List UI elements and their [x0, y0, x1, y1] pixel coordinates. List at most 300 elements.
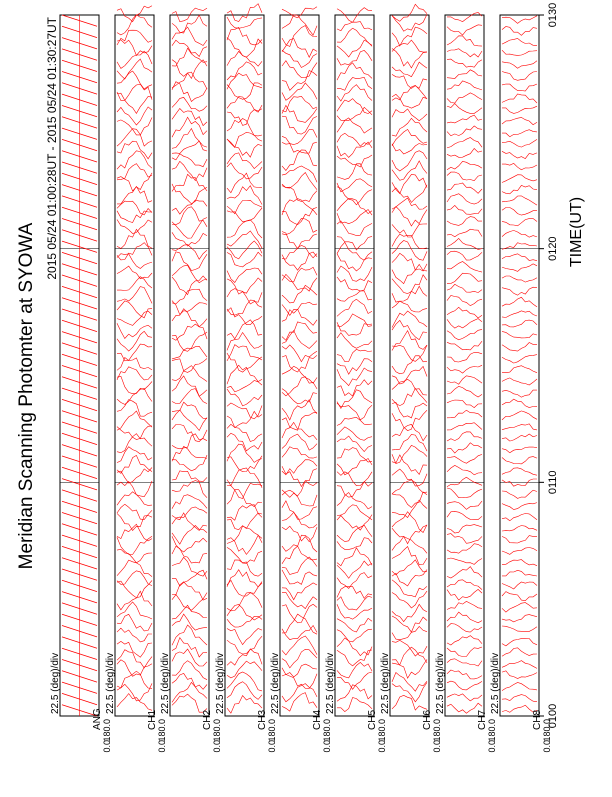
scan-trace [337, 133, 372, 146]
scan-trace [172, 309, 207, 327]
panel-ch1 [105, 6, 167, 753]
scan-trace [447, 194, 482, 204]
scan-trace [117, 151, 152, 169]
scan-trace [502, 230, 537, 237]
panel-frame [390, 15, 429, 716]
scan-trace [337, 221, 372, 236]
scan-trace [227, 424, 262, 441]
scan-trace [502, 311, 537, 318]
scan-trace [447, 229, 482, 237]
scan-trace [502, 457, 537, 464]
scan-trace [502, 648, 537, 656]
scan-trace [117, 660, 152, 677]
scan-trace [502, 626, 537, 631]
scan-trace [117, 694, 152, 711]
scan-trace [502, 411, 537, 420]
scan-trace [172, 434, 207, 449]
scan-trace [117, 211, 152, 223]
scan-trace [282, 267, 317, 282]
scan-trace [447, 400, 482, 408]
scan-trace [502, 320, 537, 327]
scan-trace [502, 355, 537, 364]
scan-trace [392, 424, 427, 440]
scan-trace [502, 151, 537, 158]
scan-trace [172, 638, 207, 657]
scan-trace [502, 276, 537, 282]
scan-trace [227, 300, 262, 315]
scan-trace [227, 682, 262, 700]
scan-trace [117, 40, 152, 56]
scan-trace [227, 389, 262, 406]
scan-trace [337, 427, 372, 440]
scan-trace [502, 548, 537, 555]
scan-trace [172, 582, 207, 600]
scan-trace [227, 139, 262, 157]
scan-trace [282, 693, 317, 712]
scan-trace [117, 129, 152, 146]
scan-trace [337, 472, 372, 486]
scan-trace [227, 605, 262, 621]
scan-trace [117, 602, 152, 619]
scan-trace [447, 525, 482, 533]
scan-trace [502, 378, 537, 385]
scan-trace [172, 289, 207, 304]
scan-trace [392, 379, 427, 395]
panel-scale-label: 22.5 (deg)/div [270, 652, 281, 714]
panel-ch5 [325, 8, 387, 753]
scan-trace [447, 501, 482, 509]
scan-trace [172, 72, 207, 89]
panel-y-top-label: 180.0 [102, 719, 112, 742]
scan-trace [227, 505, 262, 521]
scan-trace [117, 71, 152, 89]
scan-trace [447, 284, 482, 292]
scan-trace [447, 694, 482, 701]
scan-trace [502, 424, 537, 430]
scan-trace [502, 297, 537, 307]
scan-trace [282, 285, 317, 303]
scan-trace [502, 196, 537, 205]
scan-trace [447, 262, 482, 273]
panel-ch7 [435, 13, 497, 753]
scan-trace [447, 217, 482, 226]
scan-trace [392, 626, 427, 639]
panel-scale-label: 22.5 (deg)/div [325, 652, 336, 714]
panel-channel-label: CH2 [202, 709, 213, 730]
scan-trace [447, 443, 482, 453]
panel-y-top-label: 180.0 [157, 719, 167, 742]
scan-trace [172, 694, 207, 712]
scan-trace [447, 161, 482, 169]
scan-trace [117, 6, 152, 22]
scan-trace [117, 30, 152, 45]
scan-trace [117, 388, 152, 404]
panel-scale-label: 22.5 (deg)/div [105, 652, 116, 714]
panel-y-bottom-label: 0.0 [212, 740, 222, 753]
panel-y-top-label: 180.0 [487, 719, 497, 742]
scan-trace [282, 460, 317, 475]
scan-trace [502, 139, 537, 147]
scan-trace [172, 402, 207, 419]
panel-channel-label: CH7 [477, 709, 488, 730]
panel-ch3 [215, 4, 277, 753]
scan-trace [117, 311, 152, 325]
scan-trace [502, 50, 537, 55]
scan-trace [172, 117, 207, 137]
scan-trace [117, 591, 152, 610]
scan-trace [282, 61, 317, 78]
panel-channel-label: CH5 [367, 709, 378, 730]
scan-trace [117, 220, 152, 234]
scan-trace [502, 16, 537, 24]
scan-trace [337, 573, 372, 589]
scan-trace [227, 468, 262, 488]
scan-trace [502, 683, 537, 691]
scan-trace [172, 605, 207, 619]
scan-trace [117, 358, 152, 371]
x-axis-label: TIME(UT) [568, 196, 585, 268]
scan-trace [392, 94, 427, 108]
scan-trace [392, 591, 427, 608]
scan-trace [447, 251, 482, 260]
panel-ch6 [380, 4, 442, 752]
scan-trace [337, 198, 372, 213]
scan-trace [392, 492, 427, 508]
scan-trace [502, 695, 537, 702]
scan-trace [502, 503, 537, 510]
scan-trace [502, 615, 537, 622]
scan-trace [502, 570, 537, 576]
scan-trace [447, 205, 482, 214]
scan-trace [227, 83, 262, 99]
panel-scale-label: 22.5 (deg)/div [160, 652, 171, 714]
scan-trace [227, 629, 262, 645]
scan-trace [337, 493, 372, 509]
scan-trace [502, 514, 537, 521]
scan-trace [502, 106, 537, 113]
panel-scale-label: 22.5 (deg)/div [215, 652, 226, 714]
panel-y-top-label: 180.0 [212, 719, 222, 742]
scan-trace [227, 547, 262, 563]
scan-trace [172, 507, 207, 518]
scan-trace [227, 649, 262, 665]
scan-trace [337, 314, 372, 327]
scan-trace [227, 672, 262, 691]
scan-trace [227, 186, 262, 205]
scan-trace [227, 289, 262, 304]
panel-y-top-label: 180.0 [377, 719, 387, 742]
scan-trace [282, 116, 317, 134]
scan-trace [227, 381, 262, 392]
scan-trace [227, 526, 262, 544]
scan-trace [337, 548, 372, 566]
scan-trace [502, 434, 537, 441]
scan-trace [502, 490, 537, 498]
scan-trace [282, 15, 317, 36]
scan-trace [227, 208, 262, 222]
scan-trace [227, 616, 262, 627]
scan-trace [337, 179, 372, 192]
scan-trace [447, 410, 482, 418]
scan-trace [392, 469, 427, 486]
scan-trace [282, 142, 317, 153]
scan-trace [447, 296, 482, 306]
scan-trace [227, 220, 262, 238]
scan-trace [227, 636, 262, 654]
scan-trace [282, 71, 317, 91]
scan-trace [392, 4, 427, 21]
scan-trace [337, 164, 372, 180]
scan-trace [282, 434, 317, 450]
scan-trace [172, 513, 207, 531]
scan-trace [282, 366, 317, 383]
scan-trace [337, 672, 372, 689]
scan-trace [447, 81, 482, 90]
scan-trace [447, 477, 482, 487]
scan-trace [392, 40, 427, 52]
scan-trace [502, 468, 537, 475]
scan-trace [447, 386, 482, 397]
scan-trace [447, 681, 482, 690]
scan-trace [117, 641, 152, 657]
panel-channel-label: CH6 [422, 709, 433, 730]
scan-trace [227, 308, 262, 325]
scan-trace [392, 185, 427, 203]
scan-trace [337, 266, 372, 281]
scan-trace [117, 481, 152, 497]
scan-trace [117, 243, 152, 260]
scan-trace [337, 448, 372, 462]
scan-trace [392, 410, 427, 430]
panel-y-top-label: 180.0 [432, 719, 442, 742]
scan-trace [117, 628, 152, 642]
time-range-label: 2015 05/24 01:00:28UT - 2015 05/24 01:30:27UT [45, 17, 59, 280]
scan-trace [502, 287, 537, 295]
scan-trace [172, 389, 207, 404]
scan-trace [117, 367, 152, 380]
scan-trace [392, 455, 427, 475]
scan-trace [447, 511, 482, 519]
scan-trace [502, 536, 537, 543]
scan-trace [282, 546, 317, 564]
scan-trace [172, 60, 207, 79]
scan-trace [502, 219, 537, 226]
scan-trace [227, 513, 262, 530]
scan-trace [502, 185, 537, 193]
scan-trace [117, 93, 152, 113]
panel-ch4 [270, 7, 332, 753]
scan-trace [337, 390, 372, 409]
scan-trace [172, 232, 207, 246]
scan-trace [502, 38, 537, 45]
scan-trace [447, 25, 482, 35]
scan-trace [172, 324, 207, 340]
scan-trace [117, 15, 152, 35]
scan-trace [502, 661, 537, 669]
scan-trace [172, 446, 207, 461]
panel-channel-label: ANG [92, 708, 103, 730]
scan-trace [392, 356, 427, 374]
scan-trace [447, 13, 482, 22]
scan-trace [447, 423, 482, 430]
panel-channel-label: CH1 [147, 709, 158, 730]
scan-trace [282, 83, 317, 100]
scan-trace [447, 238, 482, 249]
scan-trace [172, 376, 207, 396]
scan-trace [337, 299, 372, 316]
scan-trace [337, 63, 372, 80]
scan-trace [502, 243, 537, 250]
scan-trace [337, 277, 372, 291]
scan-trace [502, 264, 537, 272]
panel-frame [280, 15, 319, 716]
panel-y-bottom-label: 0.0 [267, 740, 277, 753]
scan-trace [117, 201, 152, 215]
scan-trace [447, 115, 482, 123]
scan-trace [172, 661, 207, 680]
scan-trace [227, 345, 262, 361]
scan-trace [172, 161, 207, 180]
scan-trace [447, 183, 482, 193]
scan-trace [227, 353, 262, 372]
scan-trace [447, 376, 482, 384]
scan-trace [172, 649, 207, 666]
scan-trace [447, 93, 482, 103]
scan-trace [447, 544, 482, 554]
scan-trace [502, 638, 537, 646]
scan-trace [392, 74, 427, 88]
scan-trace [447, 624, 482, 633]
scan-trace [502, 175, 537, 183]
scan-trace [282, 604, 317, 623]
scan-trace [337, 417, 372, 425]
scan-trace [502, 343, 537, 352]
scan-trace [227, 560, 262, 576]
scan-trace [172, 359, 207, 373]
panel-y-bottom-label: 0.0 [377, 740, 387, 753]
scan-trace [172, 40, 207, 56]
scan-trace [337, 515, 372, 531]
x-tick-label: 0130 [547, 2, 559, 28]
scan-trace [282, 207, 317, 224]
scan-trace [172, 481, 207, 498]
scan-trace [227, 73, 262, 89]
scan-trace [117, 173, 152, 191]
scan-trace [117, 524, 152, 541]
scan-trace [337, 99, 372, 114]
scan-trace [282, 636, 317, 655]
scan-trace [337, 155, 372, 167]
scan-trace [502, 582, 537, 589]
scan-trace [282, 39, 317, 58]
scan-trace [502, 390, 537, 397]
scan-trace [337, 50, 372, 65]
scan-trace [392, 301, 427, 312]
scan-trace [392, 500, 427, 518]
scan-trace [282, 7, 317, 18]
scan-trace [172, 109, 207, 126]
scan-trace [447, 647, 482, 657]
scan-trace [447, 36, 482, 46]
scan-trace [337, 604, 372, 619]
scan-trace [337, 650, 372, 666]
scan-trace [172, 471, 207, 482]
scan-trace [337, 77, 372, 90]
scan-trace [502, 117, 537, 124]
scan-trace [502, 526, 537, 532]
scan-trace [172, 97, 207, 111]
scan-trace [447, 329, 482, 339]
scan-trace [392, 388, 427, 405]
scan-trace [117, 59, 152, 79]
panel-ch8 [490, 15, 552, 753]
scan-trace [172, 141, 207, 154]
scan-trace [282, 526, 317, 542]
scan-trace [282, 218, 317, 234]
scan-trace [447, 659, 482, 666]
scan-trace [117, 536, 152, 554]
scan-trace [447, 488, 482, 498]
scan-trace [392, 331, 427, 351]
scan-trace [337, 359, 372, 375]
panel-ang [50, 15, 112, 753]
scan-trace [172, 366, 207, 382]
scan-trace [282, 253, 317, 270]
scan-trace [227, 241, 262, 259]
scan-trace [337, 85, 372, 101]
scan-trace [392, 695, 427, 710]
scan-trace [337, 638, 372, 656]
scan-trace [227, 200, 262, 213]
scan-trace [447, 59, 482, 67]
scan-trace [392, 85, 427, 100]
scan-trace [172, 536, 207, 552]
scan-trace [117, 301, 152, 318]
scan-trace [447, 601, 482, 609]
scan-trace [337, 28, 372, 45]
scan-trace [227, 252, 262, 267]
scan-trace [117, 400, 152, 417]
scan-trace [447, 126, 482, 136]
scan-trace [447, 558, 482, 564]
scan-trace [117, 344, 152, 361]
scan-trace [117, 581, 152, 598]
scan-trace [337, 236, 372, 250]
scan-trace [337, 40, 372, 57]
scan-trace [337, 618, 372, 632]
scan-trace [282, 466, 317, 486]
scan-trace [447, 432, 482, 441]
scan-trace [337, 142, 372, 157]
panel-channel-label: CH8 [532, 709, 543, 730]
scan-trace [117, 426, 152, 440]
scan-trace [117, 492, 152, 506]
scan-trace [117, 376, 152, 393]
chart-title: Meridian Scanning Photomter at SYOWA [16, 222, 37, 570]
panel-frame [500, 15, 539, 716]
panel-ch2 [160, 8, 222, 752]
panel-y-bottom-label: 0.0 [102, 740, 112, 753]
panel-scale-label: 22.5 (deg)/div [490, 652, 501, 714]
scan-trace [282, 626, 317, 640]
scan-trace [502, 399, 537, 407]
scan-trace [282, 50, 317, 67]
scan-trace [392, 14, 427, 31]
scan-trace [392, 27, 427, 46]
scan-trace [502, 130, 537, 137]
scan-trace [117, 447, 152, 463]
scan-trace [502, 671, 537, 679]
